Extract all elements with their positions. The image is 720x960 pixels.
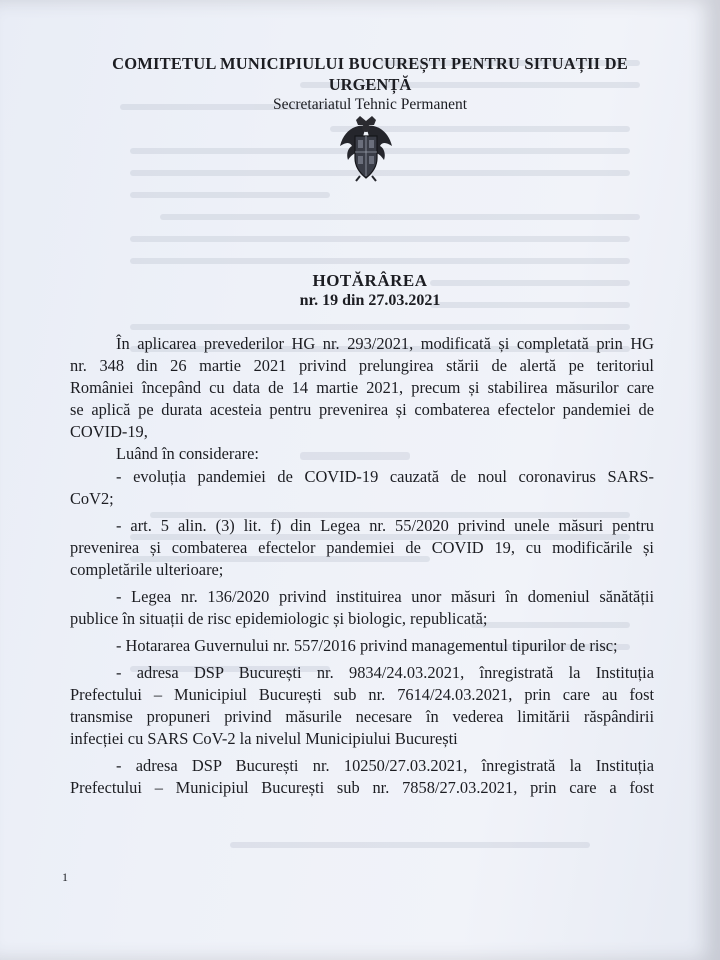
romania-coat-of-arms-icon xyxy=(338,116,394,182)
decision-title: HOTĂRÂREA xyxy=(312,271,428,290)
body-line: - art. 5 alin. (3) lit. f) din Legea nr. 55/2020 privind unele măsuri pentru xyxy=(116,516,654,535)
body-line: - adresa DSP București nr. 9834/24.03.2021, înregistrată la Instituția xyxy=(116,663,654,682)
body-line: - adresa DSP București nr. 10250/27.03.2021, înregistrată la Instituția xyxy=(116,756,654,775)
body-line: se aplică pe durata acesteia pentru prevenirea și combaterea efectelor pandemiei de xyxy=(70,400,654,419)
issuer-subtitle: Secretariatul Tehnic Permanent xyxy=(272,96,468,113)
issuer-heading-line2: URGENȚĂ xyxy=(328,75,412,94)
body-line: nr. 348 din 26 martie 2021 privind prelungirea stării de alertă pe teritoriul xyxy=(70,356,654,375)
issuer-heading-line1: COMITETUL MUNICIPIULUI BUCUREȘTI PENTRU SITUAȚII DE xyxy=(112,54,628,73)
body-line: Prefectului – Municipiul București sub nr. 7614/24.03.2021, prin care au fost xyxy=(70,685,654,704)
body-line: Prefectului – Municipiul București sub nr. 7858/27.03.2021, prin care a fost xyxy=(70,778,654,797)
body-line: infecției cu SARS CoV-2 la nivelul Municipiului București xyxy=(70,729,458,748)
body-line: COVID-19, xyxy=(70,422,148,441)
body-line: publice în situații de risc epidemiologic și biologic, republicată; xyxy=(70,609,488,628)
body-line: CoV2; xyxy=(70,489,114,508)
page-number: 1 xyxy=(62,870,68,884)
body-line: - Hotararea Guvernului nr. 557/2016 privind managementul tipurilor de risc; xyxy=(116,636,618,655)
body-line: transmise propuneri privind măsurile necesare în vederea limitării răspândirii xyxy=(70,707,654,726)
body-line: - Legea nr. 136/2020 privind instituirea unor măsuri în domeniul sănătății xyxy=(116,587,654,606)
body-line: României începând cu data de 14 martie 2021, precum și stabilirea măsurilor care xyxy=(70,378,654,397)
body-line: - evoluția pandemiei de COVID-19 cauzată de noul coronavirus SARS- xyxy=(116,467,654,486)
body-line: prevenirea și combaterea efectelor pandemiei de COVID 19, cu modificările și xyxy=(70,538,654,557)
body-line: completările ulterioare; xyxy=(70,560,224,579)
body-line: Luând în considerare: xyxy=(116,444,259,463)
body-line: În aplicarea prevederilor HG nr. 293/2021, modificată și completată prin HG xyxy=(116,334,654,353)
decision-number: nr. 19 din 27.03.2021 xyxy=(299,292,441,309)
